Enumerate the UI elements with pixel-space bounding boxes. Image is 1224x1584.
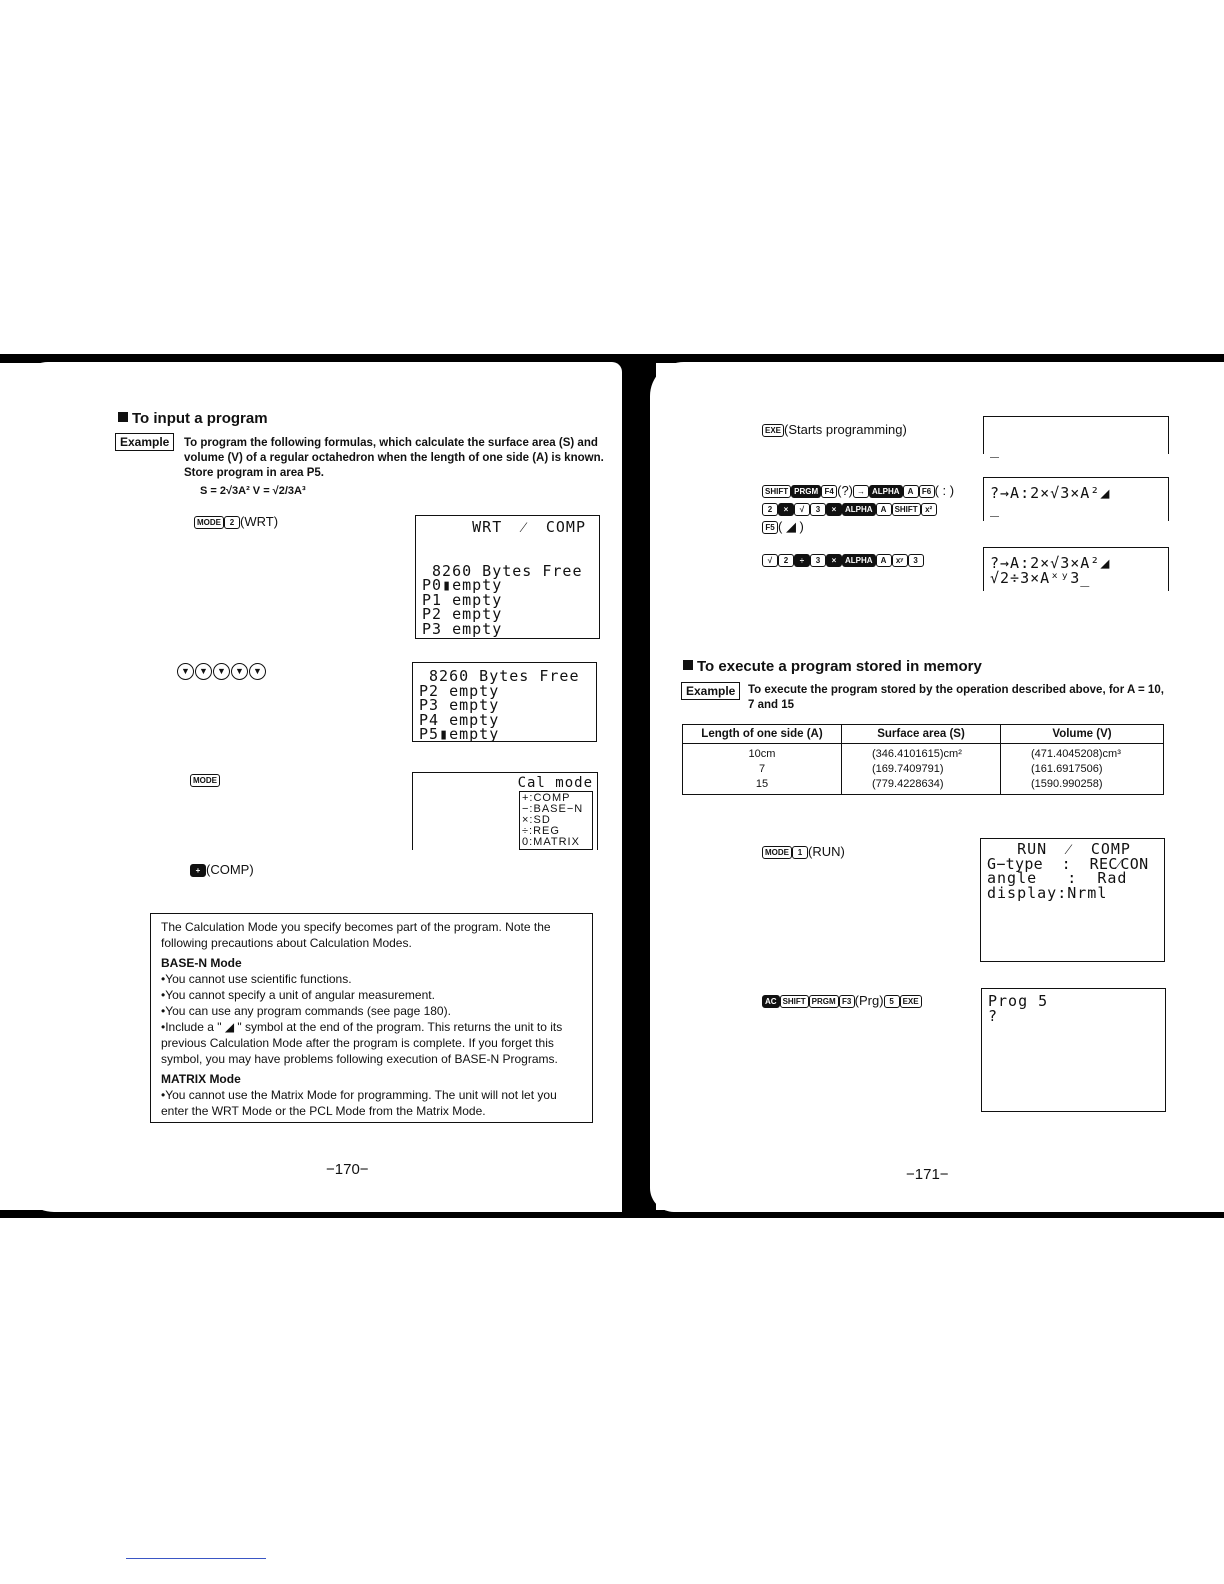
lcd-line: 8260 Bytes Free xyxy=(422,561,583,580)
keystroke-exe: EXE (Starts programming) xyxy=(762,421,907,439)
lcd-line xyxy=(422,535,593,550)
key-5: 5 xyxy=(884,995,900,1008)
key-f3: F3 xyxy=(839,995,855,1008)
lcd-program-line1 xyxy=(983,477,1169,521)
key-3: 3 xyxy=(810,554,826,567)
key-alpha: ALPHA xyxy=(842,503,876,516)
table-row xyxy=(683,744,1164,763)
cursor-down-icon: ▼ xyxy=(231,663,248,680)
keystroke-run: MODE 1 (RUN) xyxy=(762,843,845,861)
column-header: Volume (V) xyxy=(1001,725,1164,744)
key-x-power-y: xʸ xyxy=(892,554,908,567)
table-cell: (346.4101615)cm² xyxy=(842,744,1001,763)
note-bullet: •You cannot specify a unit of angular measurement. xyxy=(161,988,435,1002)
lcd-line: 8260 Bytes Free xyxy=(419,667,580,685)
key-f4: F4 xyxy=(821,485,837,498)
key-a: A xyxy=(876,503,892,516)
keystroke-comp: + (COMP) xyxy=(190,861,254,879)
key-multiply: × xyxy=(778,503,794,516)
lcd-line: Prog 5 xyxy=(988,992,1049,1010)
lcd-line: angle : Rad xyxy=(987,869,1128,887)
key-alpha: ALPHA xyxy=(842,554,876,567)
page-number-right: −171− xyxy=(906,1166,949,1183)
key-multiply: × xyxy=(826,503,842,516)
key-prgm: PRGM xyxy=(791,485,821,498)
lcd-line: ?→A:2×√3×A²◢ xyxy=(990,484,1111,502)
lcd-line: display:Nrml xyxy=(987,883,1108,902)
bullet-square-icon xyxy=(118,412,128,422)
arrow-right-icon: → xyxy=(853,485,869,498)
example-tag: Example xyxy=(115,433,174,451)
key-a: A xyxy=(876,554,892,567)
lcd-line: RUN ⁄ COMP xyxy=(987,840,1131,858)
table-header-row xyxy=(683,725,1164,744)
key-x-squared: x² xyxy=(921,503,937,516)
sqrt-icon: √ xyxy=(794,503,810,516)
lcd-wrt-screen xyxy=(415,515,600,639)
key-2: 2 xyxy=(778,554,794,567)
keystroke-execute-prog: AC SHIFT PRGM F3 (Prg) 5 EXE xyxy=(762,992,922,1010)
menu-item: ÷:REG xyxy=(522,825,560,837)
key-exe: EXE xyxy=(900,995,922,1008)
lcd-line: P3 empty xyxy=(419,696,500,714)
column-header: Length of one side (A) xyxy=(683,725,842,744)
sqrt-icon: √ xyxy=(762,554,778,567)
table-row xyxy=(683,777,1164,795)
key-shift: SHIFT xyxy=(780,995,809,1008)
lcd-line: P0▮empty xyxy=(422,576,503,594)
key-3: 3 xyxy=(908,554,924,567)
keystroke-cursor-down xyxy=(177,661,267,680)
key-a: A xyxy=(903,485,919,498)
key-2: 2 xyxy=(762,503,778,516)
menu-item: −:BASE−N xyxy=(522,803,584,815)
cursor-down-icon: ▼ xyxy=(177,663,194,680)
table-row xyxy=(683,762,1164,777)
example-tag: Example xyxy=(681,682,740,700)
key-2: 2 xyxy=(224,516,240,529)
section-title-input: To input a program xyxy=(118,410,268,427)
formula: S = 2√3A² V = √2/3A³ xyxy=(200,485,306,497)
lcd-prog5-screen xyxy=(981,988,1166,1112)
note-heading: BASE-N Mode xyxy=(161,956,242,970)
key-3: 3 xyxy=(810,503,826,516)
keystroke-line-input: SHIFT PRGM F4 (?) → ALPHA A F6 ( : ) xyxy=(762,482,954,500)
menu-item: +:COMP xyxy=(522,792,571,804)
keystroke-wrt: MODE 2 (WRT) xyxy=(194,513,278,531)
key-ac: AC xyxy=(762,995,780,1008)
lcd-run-screen xyxy=(980,838,1165,962)
keystroke-line-display: F5 ( ◢ ) xyxy=(762,518,804,536)
lcd-blank-program xyxy=(983,416,1169,458)
table-cell: (779.4228634) xyxy=(842,777,1001,795)
cursor-down-icon: ▼ xyxy=(195,663,212,680)
lcd-line: _ xyxy=(990,439,1001,458)
keystroke-mode xyxy=(190,771,220,789)
lcd-line: P5▮empty xyxy=(419,725,500,743)
lcd-calmode-screen xyxy=(412,772,598,850)
lcd-line: _ xyxy=(990,498,1001,517)
note-heading: MATRIX Mode xyxy=(161,1072,241,1086)
table-cell: 15 xyxy=(683,777,842,795)
key-f5: F5 xyxy=(762,521,778,534)
table-cell: (161.6917506) xyxy=(1001,762,1164,777)
footer-underline xyxy=(126,1558,266,1559)
lcd-line: P2 empty xyxy=(422,605,503,623)
table-cell: (169.7409791) xyxy=(842,762,1001,777)
key-multiply: × xyxy=(826,554,842,567)
key-exe: EXE xyxy=(762,424,784,437)
lcd-line: √2÷3×Aˣʸ3_ xyxy=(990,568,1091,587)
note-intro: The Calculation Mode you specify becomes part of the program. Note the following precautions about Calculation Modes. xyxy=(161,920,551,950)
key-mode: MODE xyxy=(194,516,224,529)
example-text: To execute the program stored by the operation described above, for A = 10, 7 and 15 xyxy=(748,684,1164,711)
note-bullet: •Include a " ◢ " symbol at the end of the program. This returns the unit to its previous Calculation Mode after the program is complete. If you forget this symbol, you may have problems following execution of BASE-N Programs. xyxy=(161,1020,563,1066)
precautions-box xyxy=(150,913,593,1123)
lcd-line: P3 empty xyxy=(422,619,503,638)
section-title-execute: To execute a program stored in memory xyxy=(683,658,982,675)
menu-item: ×:SD xyxy=(522,814,551,826)
note-bullet: •You cannot use scientific functions. xyxy=(161,972,352,986)
key-1: 1 xyxy=(792,846,808,859)
lcd-program-line2 xyxy=(983,547,1169,591)
lcd-line: ?→A:2×√3×A²◢ xyxy=(990,554,1111,572)
column-header: Surface area (S) xyxy=(842,725,1001,744)
lcd-line: P1 empty xyxy=(422,590,503,609)
cursor-down-icon: ▼ xyxy=(213,663,230,680)
lcd-line: ? xyxy=(988,1006,999,1025)
key-mode: MODE xyxy=(762,846,792,859)
key-mode: MODE xyxy=(190,774,220,787)
key-alpha: ALPHA xyxy=(869,485,903,498)
calmode-menu xyxy=(519,791,593,850)
lcd-program-areas xyxy=(412,662,597,742)
cursor-down-icon: ▼ xyxy=(249,663,266,680)
table-cell: 7 xyxy=(683,762,842,777)
lcd-line xyxy=(990,427,1162,442)
lcd-calmode-title: Cal mode xyxy=(517,775,593,791)
keystroke-formula-v xyxy=(762,551,924,569)
table-cell: 10cm xyxy=(683,744,842,763)
lcd-line: P4 empty xyxy=(419,710,500,729)
note-bullet: •You can use any program commands (see page 180). xyxy=(161,1004,451,1018)
menu-item: 0:MATRIX xyxy=(522,836,580,848)
results-table xyxy=(682,724,1164,795)
lcd-line: WRT ⁄ COMP xyxy=(422,518,586,536)
bullet-square-icon xyxy=(683,660,693,670)
example-text: To program the following formulas, which calculate the surface area (S) and volume (V) of a regular octahedron when the length of one side (A) is known. Store program in area P5. xyxy=(184,437,604,479)
key-f6: F6 xyxy=(919,485,935,498)
lcd-line: P2 empty xyxy=(419,681,500,700)
lcd-line: G−type : REC⁄CON xyxy=(987,854,1149,873)
page-number-left: −170− xyxy=(326,1161,369,1178)
note-bullet: •You cannot use the Matrix Mode for programming. The unit will not let you enter the WRT Mode or the PCL Mode from the Matrix Mode. xyxy=(161,1088,557,1118)
key-prgm: PRGM xyxy=(809,995,839,1008)
key-shift: SHIFT xyxy=(762,485,791,498)
table-cell: (471.4045208)cm³ xyxy=(1001,744,1164,763)
keystroke-line-formula-s xyxy=(762,500,937,518)
key-plus: + xyxy=(190,864,206,877)
table-cell: (1590.990258) xyxy=(1001,777,1164,795)
key-shift: SHIFT xyxy=(892,503,921,516)
key-divide: ÷ xyxy=(794,554,810,567)
